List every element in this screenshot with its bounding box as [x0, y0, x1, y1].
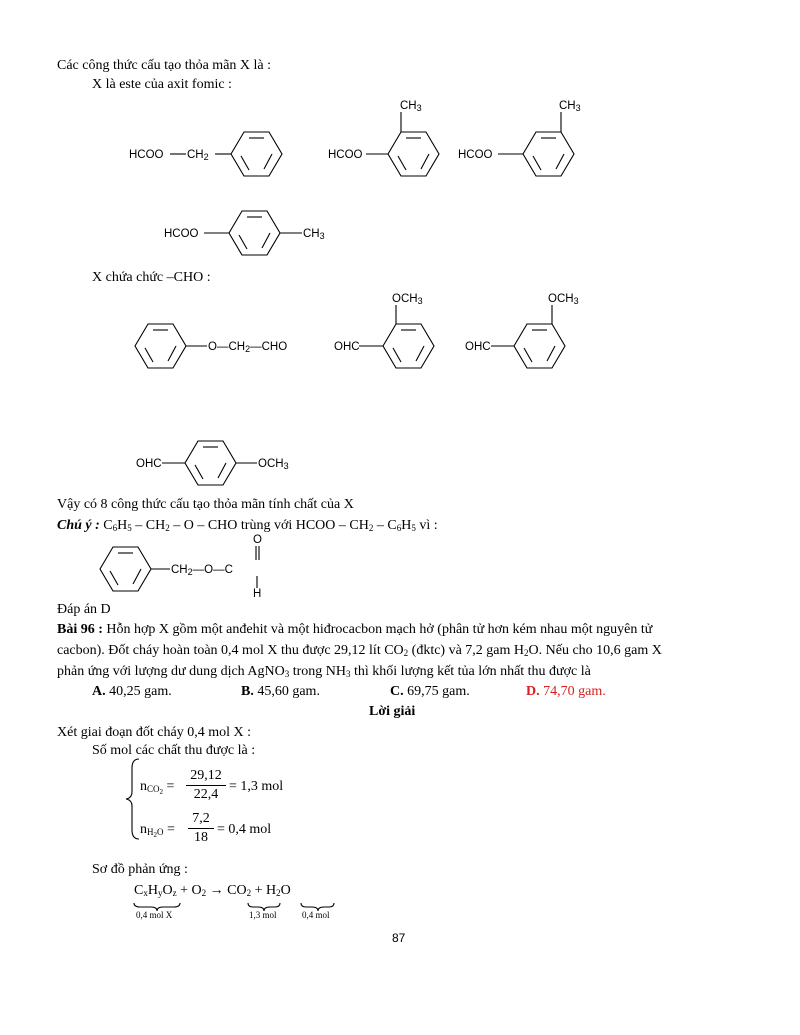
nh2o-fraction: 7,2 18	[188, 811, 214, 846]
nco2-result: = 1,3 mol	[229, 779, 284, 794]
solution-stage: Xét giai đoạn đốt cháy 0,4 mol X :	[57, 725, 252, 740]
under-co2-label: 1,3 mol	[249, 910, 277, 920]
problem-label: Bài 96 :	[57, 622, 103, 637]
note-structure-chain: $CH_2—O—C$	[171, 564, 233, 577]
ester3-ring	[498, 112, 574, 176]
page-number: 87	[392, 931, 406, 945]
system-brace	[126, 759, 139, 839]
aldehyde1-chain: $O—CH_2—CHO$	[208, 341, 288, 354]
ester2-ch3: $CH_3$	[400, 100, 422, 113]
aldehyde1-ring	[135, 324, 207, 368]
aldehyde3-och3: $OCH_3$	[548, 293, 579, 306]
ester3-hcoo: HCOO	[458, 149, 493, 161]
note-label: Chú ý :	[57, 518, 100, 533]
under-h2o-label: 0,4 mol	[302, 910, 330, 920]
ester4-ch3: $CH_3$	[303, 228, 325, 241]
nco2-lhs: $n_{CO_2}$ =	[140, 779, 175, 796]
problem-line-3: phản ứng với lượng dư dung dịch AgNO$_3$ trong $NH_3$ thì khối lượng kết tủa lớn nhất thu được là	[57, 664, 591, 679]
aldehyde3-ohc: OHC	[465, 341, 491, 353]
ester4-ring	[204, 211, 302, 255]
nh2o-lhs: $n_{H_2O}$ =	[140, 822, 175, 839]
note-structure-o: O	[253, 534, 262, 546]
aldehyde4-ohc: OHC	[136, 458, 162, 470]
ester1-ch2: $CH_2$	[187, 149, 209, 162]
nco2-fraction: 29,12 22,4	[186, 768, 226, 803]
aldehyde2-ohc: OHC	[334, 341, 360, 353]
scheme-intro: Sơ đồ phản ứng :	[92, 862, 188, 877]
solution-moles-intro: Số mol các chất thu được là :	[92, 743, 256, 758]
aldehyde2-och3: $OCH_3$	[392, 293, 423, 306]
problem-line-1: Bài 96 : Hỗn hợp X gồm một anđehit và một hiđrocacbon mạch hở (phân tử hơn kém nhau một nguyên tử	[57, 622, 653, 637]
option-a: A. 40,25 gam.	[92, 684, 172, 699]
note-line: Chú ý : $C_6H_5 - CH_2$ – O – CHO trùng với HCOO – $CH_2 - C_6H_5$ vì :	[57, 518, 438, 533]
solution-title: Lời giải	[369, 704, 416, 719]
intro-line: Các công thức cấu tạo thỏa mãn X là :	[57, 58, 272, 73]
scheme-equation: $C_xH_yO_z + O_2 \to CO_2 + H_2O$	[134, 883, 291, 898]
aldehyde2-ring	[359, 305, 434, 368]
nh2o-result: = 0,4 mol	[217, 822, 272, 837]
aldehyde4-och3: $OCH_3$	[258, 458, 289, 471]
cho-heading: X chứa chức –CHO :	[92, 270, 211, 285]
option-d-correct: D. 74,70 gam.	[526, 684, 606, 699]
ester1-hcoo: HCOO	[129, 149, 164, 161]
option-c: C. 69,75 gam.	[390, 684, 470, 699]
conclusion-text: Vậy có 8 công thức cấu tạo thỏa mãn tính chất của X	[57, 497, 354, 512]
ester2-ring	[366, 112, 439, 176]
aldehyde3-ring	[491, 305, 565, 368]
aldehyde4-ring	[162, 441, 257, 485]
under-reactant-label: 0,4 mol X	[136, 910, 173, 920]
previous-answer: Đáp án D	[57, 602, 111, 617]
ester-heading: X là este của axit fomic :	[92, 77, 232, 92]
ester2-hcoo: HCOO	[328, 149, 363, 161]
problem-line-2: cacbon). Đốt cháy hoàn toàn 0,4 mol X thu được 29,12 lít $CO_2$ (đktc) và 7,2 gam $H_2O$. Nếu cho 10,6 gam X	[57, 643, 662, 658]
ester3-ch3: $CH_3$	[559, 100, 581, 113]
note-structure-h: H	[253, 588, 262, 600]
option-b: B. 45,60 gam.	[241, 684, 320, 699]
ester4-hcoo: HCOO	[164, 228, 199, 240]
